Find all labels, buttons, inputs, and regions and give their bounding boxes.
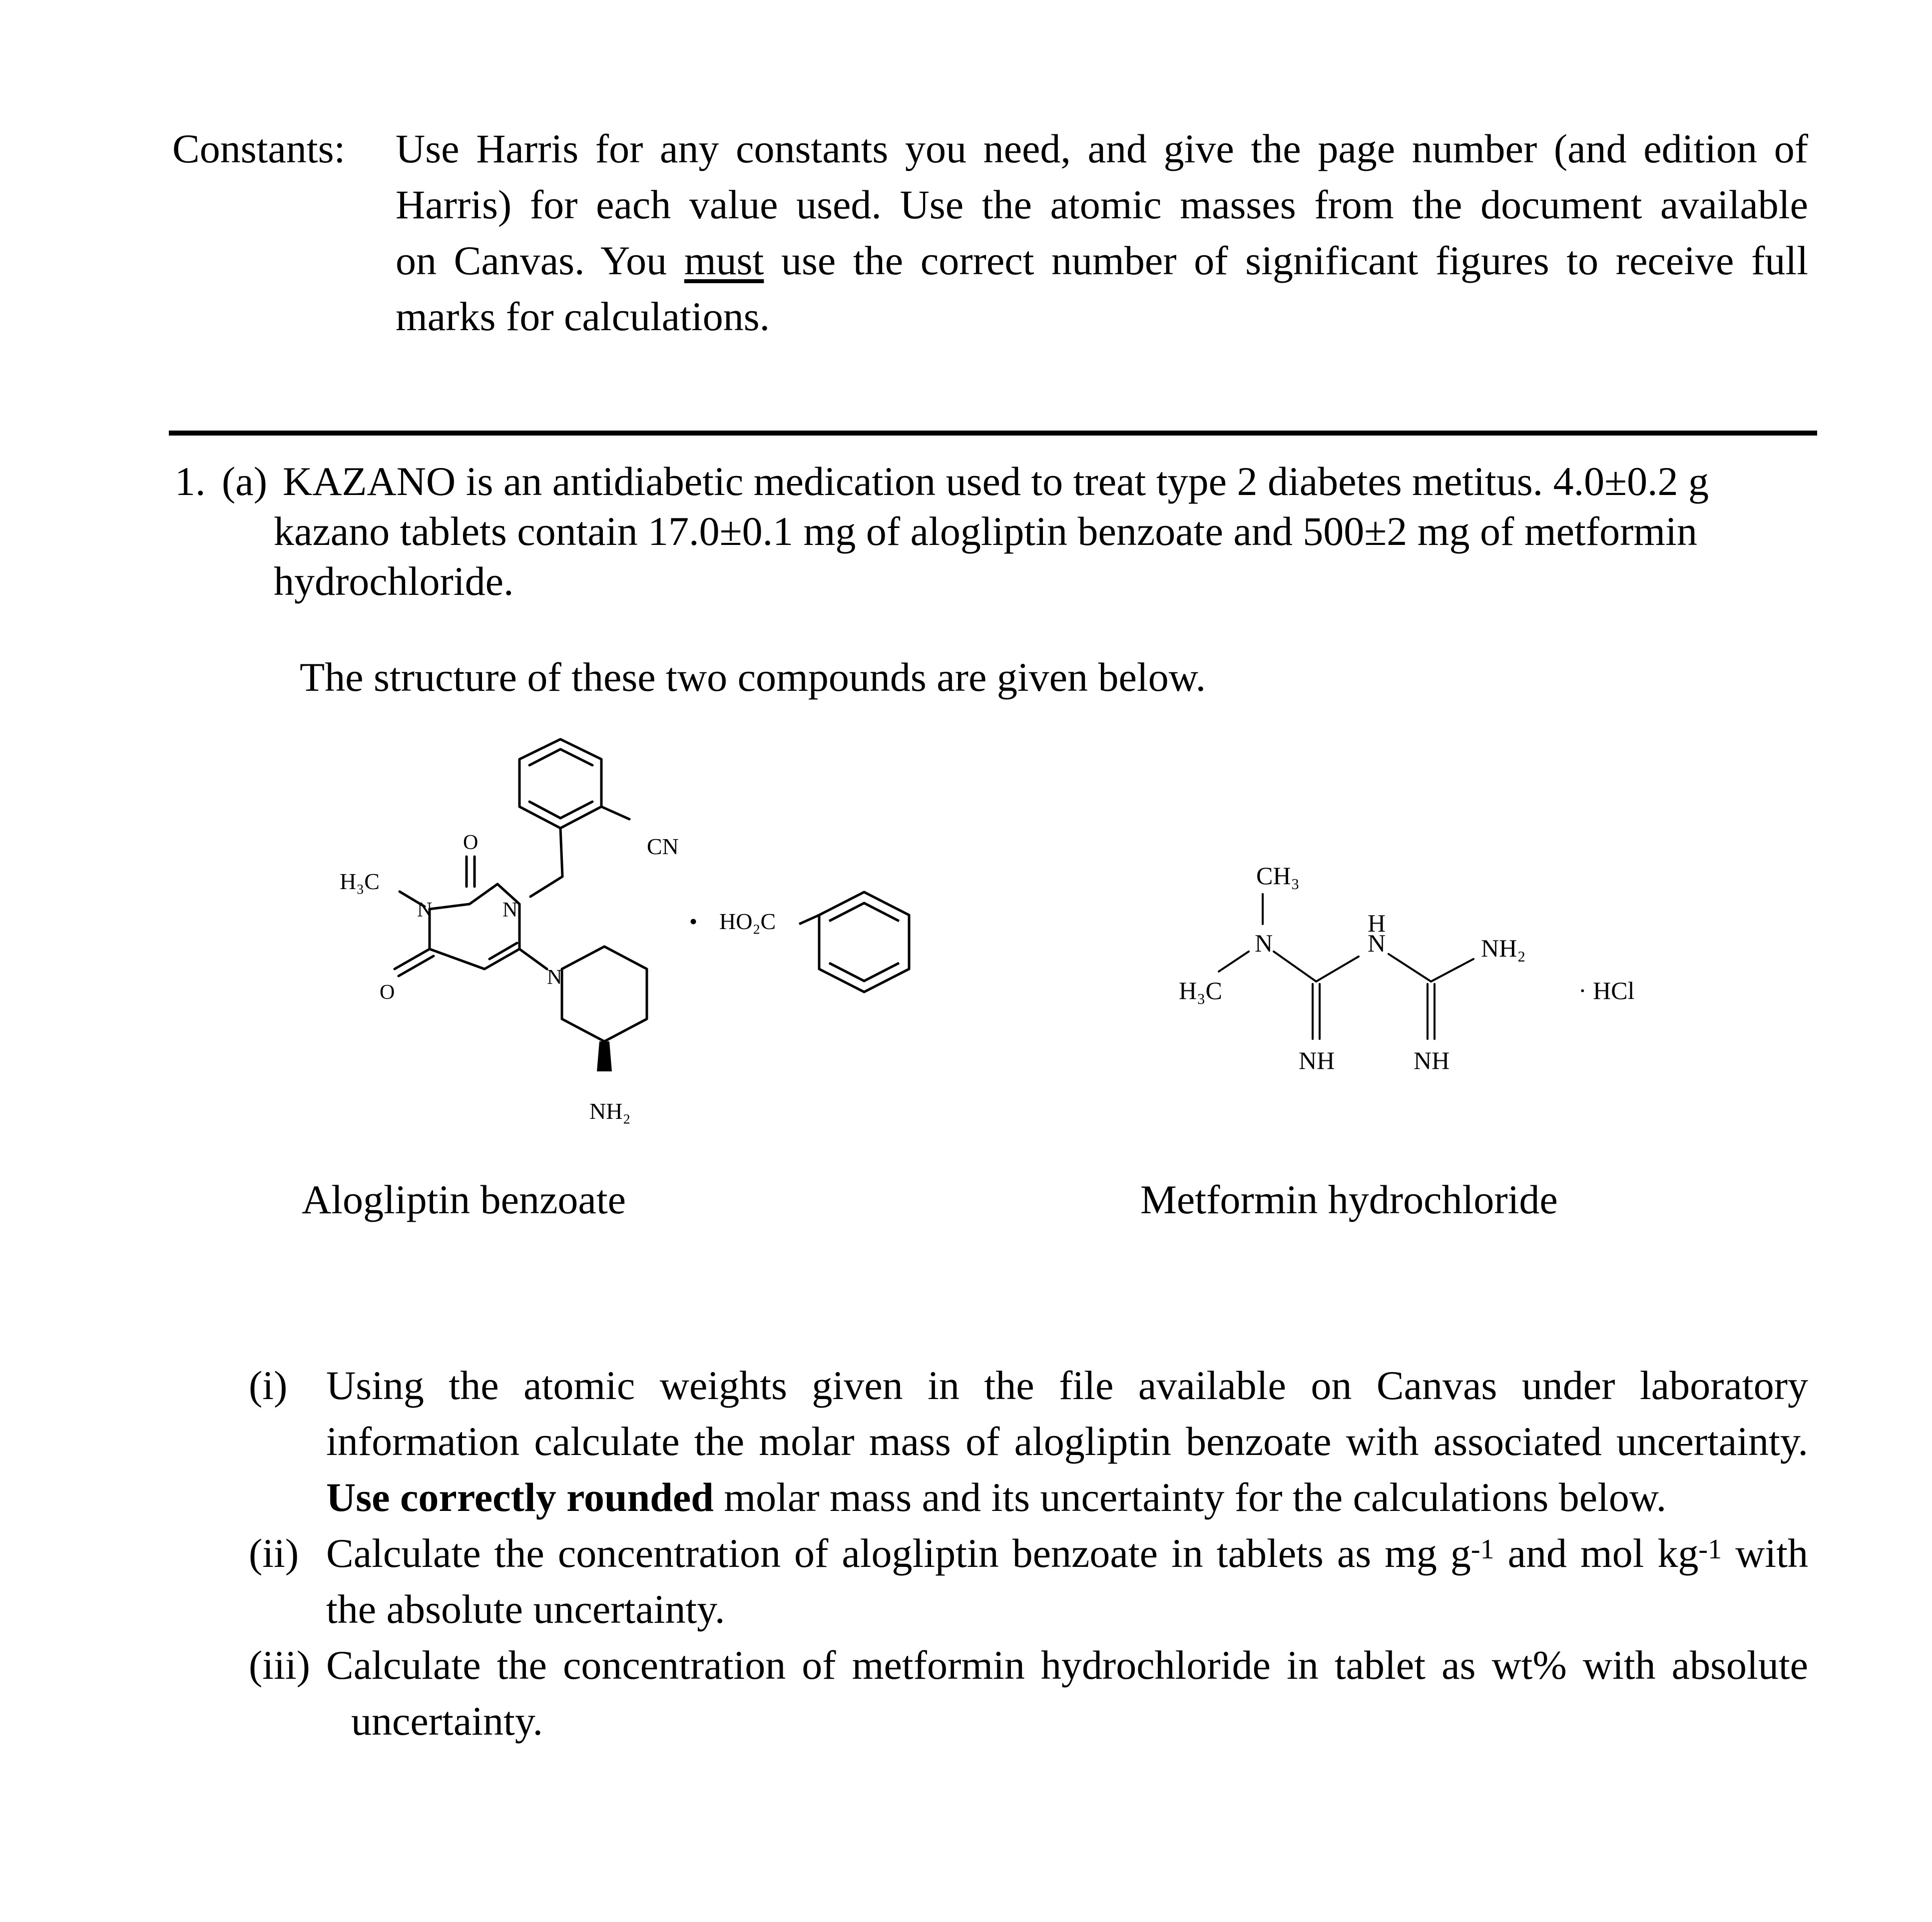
salt-dot: • (689, 909, 698, 934)
imine-right-label: NH (1414, 1046, 1450, 1074)
question-number: 1. (175, 459, 206, 504)
subpart-i-line-2: information calculate the molar mass of alogliptin benzoate with associated uncertainty. (326, 1419, 1808, 1464)
structures-intro: The structure of these two compounds are given below. (300, 654, 1206, 700)
subpart-iii-line-1: Calculate the concentration of metformin hydrochloride in tablet as wt% with absolute (326, 1642, 1808, 1688)
question-part-label: (a) (222, 459, 268, 504)
subpart-i-line-3 (326, 1469, 1666, 1525)
hcl-label: · HCl (1578, 976, 1635, 1004)
benzonitrile-ring (519, 739, 601, 828)
question-line-1: KAZANO is an antidiabetic medication used to treat type 2 diabetes metitus. 4.0±0.2 g (283, 459, 1709, 504)
bridge-nitrogen-label: N (1368, 929, 1386, 957)
constants-line-4: marks for calculations. (396, 294, 770, 339)
metformin-hydrochloride-structure (1149, 839, 1648, 1099)
piperidine-nitrogen-label: N (547, 966, 562, 989)
section-divider (169, 431, 1817, 436)
oxygen-top-label: O (463, 831, 479, 854)
amine-label: NH₂ (589, 1098, 631, 1124)
piperidine-ring (562, 947, 647, 1041)
cyano-label: CN (647, 834, 679, 859)
nitrogen-3-label: N (502, 899, 518, 922)
benzyl-linker (530, 828, 562, 897)
benzonitrile-ring-inner-bonds (529, 749, 592, 818)
subpart-ii-line-1-b: and mol kg (1494, 1530, 1699, 1576)
constants-label: Constants: (172, 126, 346, 171)
amine-label: NH₂ (1481, 934, 1526, 962)
methyl-left-label: H₃C (1179, 976, 1222, 1004)
alogliptin-benzoate-structure (320, 719, 979, 1139)
emphasis-must: must (684, 238, 764, 283)
imine-bond-right (1428, 984, 1435, 1039)
subpart-i-line-1: Using the atomic weights given in the file available on Canvas under laboratory (326, 1363, 1808, 1408)
subpart-i-label: (i) (249, 1363, 288, 1408)
benzoate-ring-inner-bonds (829, 903, 899, 981)
guanidine-bond-1 (1274, 952, 1359, 981)
subpart-ii-line-1 (326, 1525, 1808, 1581)
stereo-wedge (597, 1041, 612, 1071)
subpart-ii-label: (ii) (249, 1530, 299, 1576)
metformin-caption: Metformin hydrochloride (1140, 1177, 1558, 1222)
benzoate-bond (799, 915, 819, 924)
unit-exponent-2: -1 (1698, 1534, 1722, 1565)
guanidine-bond-2 (1389, 954, 1473, 981)
constants-line-3-pre: on Canvas. You (396, 238, 684, 283)
carbonyl-bottom (395, 949, 434, 976)
constants-line-1: Use Harris for any constants you need, and give the page number (and edition of (396, 126, 1808, 171)
benzoate-ring (819, 892, 909, 992)
pyrimidine-piperidine-bond (519, 949, 547, 969)
methyl-top-label: CH₃ (1256, 862, 1300, 890)
subpart-iii-label: (iii) (249, 1642, 310, 1688)
emphasis-correctly-rounded: Use correctly rounded (326, 1474, 714, 1520)
subpart-ii-line-1-a: Calculate the concentration of alogliptin benzoate in tablets as mg g (326, 1530, 1471, 1576)
imine-left-label: NH (1299, 1046, 1335, 1074)
nitrogen-1-label: N (417, 899, 433, 922)
methyl-bond-left (1219, 952, 1249, 971)
question-line-3: hydrochloride. (274, 558, 514, 604)
pyrimidine-ring (430, 884, 519, 969)
subpart-iii-line-2: uncertainty. (351, 1698, 543, 1744)
carboxylate-label: HO₂C (719, 909, 776, 934)
cyano-bond (601, 807, 629, 819)
constants-line-2: Harris) for each value used. Use the atomic masses from the document available (396, 182, 1808, 227)
constants-line-3-post: use the correct number of significant figures to receive full (764, 238, 1808, 283)
alogliptin-caption: Alogliptin benzoate (302, 1177, 626, 1222)
imine-bond-left (1313, 984, 1320, 1039)
bridge-hydrogen-label: H (1368, 909, 1386, 937)
subpart-ii-line-1-c: with (1722, 1530, 1808, 1576)
unit-exponent-1: -1 (1470, 1534, 1494, 1565)
methyl-label: H₃C (340, 869, 380, 894)
question-line-2: kazano tablets contain 17.0±0.1 mg of alogliptin benzoate and 500±2 mg of metformin (274, 508, 1697, 554)
subpart-i-line-3-rest: molar mass and its uncertainty for the calculations below. (713, 1474, 1667, 1520)
constants-line-3 (396, 233, 1808, 289)
dimethyl-nitrogen-label: N (1255, 929, 1273, 957)
oxygen-bottom-label: O (380, 981, 395, 1004)
pyrimidine-double-bond (489, 943, 517, 959)
carbonyl-top (467, 857, 475, 887)
subpart-ii-line-2: the absolute uncertainty. (326, 1586, 725, 1632)
